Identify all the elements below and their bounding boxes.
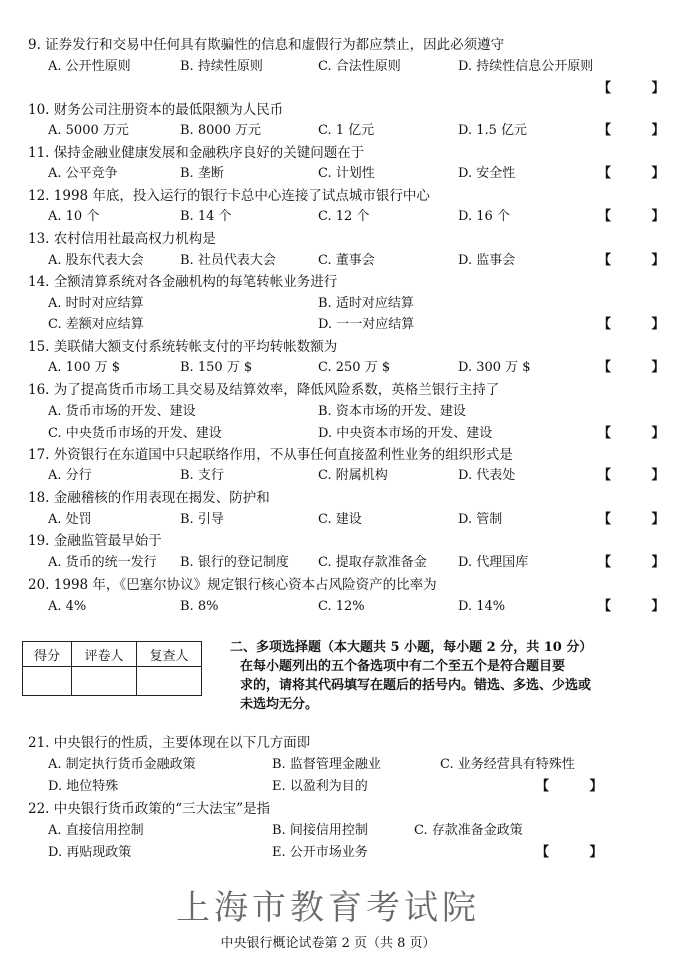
reviewer-header: 复查人 (137, 642, 202, 667)
q17-option-c: C. 附属机构 (318, 468, 388, 483)
q10-option-a: A. 5000 万元 (48, 123, 129, 138)
answer-bracket[interactable]: 【 】 (598, 599, 683, 614)
answer-bracket[interactable]: 【 】 (598, 360, 683, 375)
q14-option-b: B. 适时对应结算 (318, 296, 414, 311)
q18-option-b: B. 引导 (180, 512, 224, 527)
q12-option-c: C. 12 个 (318, 209, 370, 224)
grader-header: 评卷人 (72, 642, 137, 667)
reviewer-cell[interactable] (137, 667, 202, 696)
answer-bracket[interactable]: 【 】 (598, 468, 683, 483)
section-2-instruction-1: 在每小题列出的五个备选项中有二个至五个是符合题目要 (240, 659, 566, 674)
q16-option-c: C. 中央货币市场的开发、建设 (48, 426, 222, 441)
score-table (22, 641, 202, 696)
question-22: 22. 中央银行货币政策的“三大法宝”是指 (28, 801, 271, 817)
question-10: 10. 财务公司注册资本的最低限额为人民币 (28, 102, 284, 118)
q11-option-d: D. 安全性 (458, 166, 516, 181)
q14-option-a: A. 时时对应结算 (48, 296, 144, 311)
q21-option-b: B. 监督管理金融业 (272, 757, 381, 772)
q18-option-d: D. 管制 (458, 512, 503, 527)
q10-option-d: D. 1.5 亿元 (458, 123, 528, 138)
question-15: 15. 美联储大额支付系统转帐支付的平均转帐数额为 (28, 339, 338, 355)
q18-option-c: C. 建设 (318, 512, 362, 527)
q20-option-a: A. 4% (48, 599, 87, 614)
q16-option-d: D. 中央资本市场的开发、建设 (318, 426, 493, 441)
section-2-title: 二、多项选择题（本大题共 5 小题，每小题 2 分，共 10 分） (230, 640, 593, 655)
q11-option-b: B. 垄断 (180, 166, 224, 181)
q13-option-d: D. 监事会 (458, 253, 516, 268)
question-18: 18. 金融稽核的作用表现在揭发、防护和 (28, 490, 270, 506)
grader-cell[interactable] (72, 667, 137, 696)
q9-option-d: D. 持续性信息公开原则 (458, 59, 594, 74)
question-20: 20. 1998 年，《巴塞尔协议》规定银行核心资本占风险资产的比率为 (28, 577, 437, 593)
q18-option-a: A. 处罚 (48, 512, 92, 527)
q21-option-d: D. 地位特殊 (48, 779, 119, 794)
q21-option-e: E. 以盈利为目的 (272, 779, 368, 794)
q21-option-a: A. 制定执行货币金融政策 (48, 757, 196, 772)
answer-bracket[interactable]: 【 】 (536, 845, 621, 860)
question-12: 12. 1998 年底，投入运行的银行卡总中心连接了试点城市银行中心 (28, 188, 430, 204)
q22-option-d: D. 再贴现政策 (48, 845, 132, 860)
q20-option-d: D. 14% (458, 599, 506, 614)
q14-option-d: D. 一一对应结算 (318, 317, 415, 332)
q22-option-c: C. 存款准备金政策 (414, 823, 523, 838)
q17-option-b: B. 支行 (180, 468, 224, 483)
q15-option-d: D. 300 万 $ (458, 360, 531, 375)
q22-option-a: A. 直接信用控制 (48, 823, 144, 838)
score-header: 得分 (23, 642, 72, 667)
q13-option-c: C. 董事会 (318, 253, 375, 268)
q10-option-b: B. 8000 万元 (180, 123, 262, 138)
q12-option-a: A. 10 个 (48, 209, 100, 224)
answer-bracket[interactable]: 【 】 (598, 317, 683, 332)
q11-option-a: A. 公平竞争 (48, 166, 118, 181)
q17-option-d: D. 代表处 (458, 468, 516, 483)
q9-option-c: C. 合法性原则 (318, 59, 401, 74)
q13-option-b: B. 社员代表大会 (180, 253, 276, 268)
question-21: 21. 中央银行的性质，主要体现在以下几方面即 (28, 735, 311, 751)
q16-option-b: B. 资本市场的开发、建设 (318, 404, 466, 419)
section-2-heading (230, 638, 640, 714)
answer-bracket[interactable]: 【 】 (598, 81, 683, 96)
answer-bracket[interactable]: 【 】 (598, 426, 683, 441)
q22-option-b: B. 间接信用控制 (272, 823, 368, 838)
question-19: 19. 金融监管最早始于 (28, 533, 162, 549)
page-footer: 中央银行概论试卷第 2 页（共 8 页） (220, 936, 436, 951)
question-9: 9. 证券发行和交易中任何具有欺骗性的信息和虚假行为都应禁止，因此必须遵守 (28, 37, 505, 53)
q21-option-c: C. 业务经营具有特殊性 (440, 757, 575, 772)
question-14: 14. 全额清算系统对各金融机构的每笔转帐业务进行 (28, 274, 338, 290)
answer-bracket[interactable]: 【 】 (598, 253, 683, 268)
section-2-instruction-2: 求的，请将其代码填写在题后的括号内。错选、多选、少选或 (240, 678, 592, 693)
q15-option-a: A. 100 万 $ (48, 360, 121, 375)
answer-bracket[interactable]: 【 】 (598, 555, 683, 570)
q16-option-a: A. 货币市场的开发、建设 (48, 404, 196, 419)
q17-option-a: A. 分行 (48, 468, 92, 483)
q9-option-a: A. 公开性原则 (48, 59, 131, 74)
institution-watermark: 上海市教育考试院 (176, 888, 480, 928)
answer-bracket[interactable]: 【 】 (598, 512, 683, 527)
q10-option-c: C. 1 亿元 (318, 123, 375, 138)
answer-bracket[interactable]: 【 】 (536, 779, 621, 794)
q14-option-c: C. 差额对应结算 (48, 317, 144, 332)
q20-option-c: C. 12% (318, 599, 365, 614)
q22-option-e: E. 公开市场业务 (272, 845, 368, 860)
question-11: 11. 保持金融业健康发展和金融秩序良好的关键问题在于 (28, 145, 365, 161)
q12-option-d: D. 16 个 (458, 209, 510, 224)
q19-option-a: A. 货币的统一发行 (48, 555, 157, 570)
q15-option-c: C. 250 万 $ (318, 360, 391, 375)
q19-option-d: D. 代理国库 (458, 555, 529, 570)
q13-option-a: A. 股东代表大会 (48, 253, 144, 268)
section-2-instruction-3: 未选均无分。 (240, 697, 319, 712)
answer-bracket[interactable]: 【 】 (598, 209, 683, 224)
q19-option-b: B. 银行的登记制度 (180, 555, 289, 570)
q11-option-c: C. 计划性 (318, 166, 375, 181)
q15-option-b: B. 150 万 $ (180, 360, 253, 375)
answer-bracket[interactable]: 【 】 (598, 166, 683, 181)
question-17: 17. 外资银行在东道国中只起联络作用，不从事任何直接盈利性业务的组织形式是 (28, 447, 513, 463)
q20-option-b: B. 8% (180, 599, 219, 614)
q12-option-b: B. 14 个 (180, 209, 232, 224)
question-13: 13. 农村信用社最高权力机构是 (28, 231, 216, 247)
question-16: 16. 为了提高货币市场工具交易及结算效率，降低风险系数，英格兰银行主持了 (28, 382, 500, 398)
score-cell[interactable] (23, 667, 72, 696)
answer-bracket[interactable]: 【 】 (598, 123, 683, 138)
q19-option-c: C. 提取存款准备金 (318, 555, 427, 570)
q9-option-b: B. 持续性原则 (180, 59, 263, 74)
